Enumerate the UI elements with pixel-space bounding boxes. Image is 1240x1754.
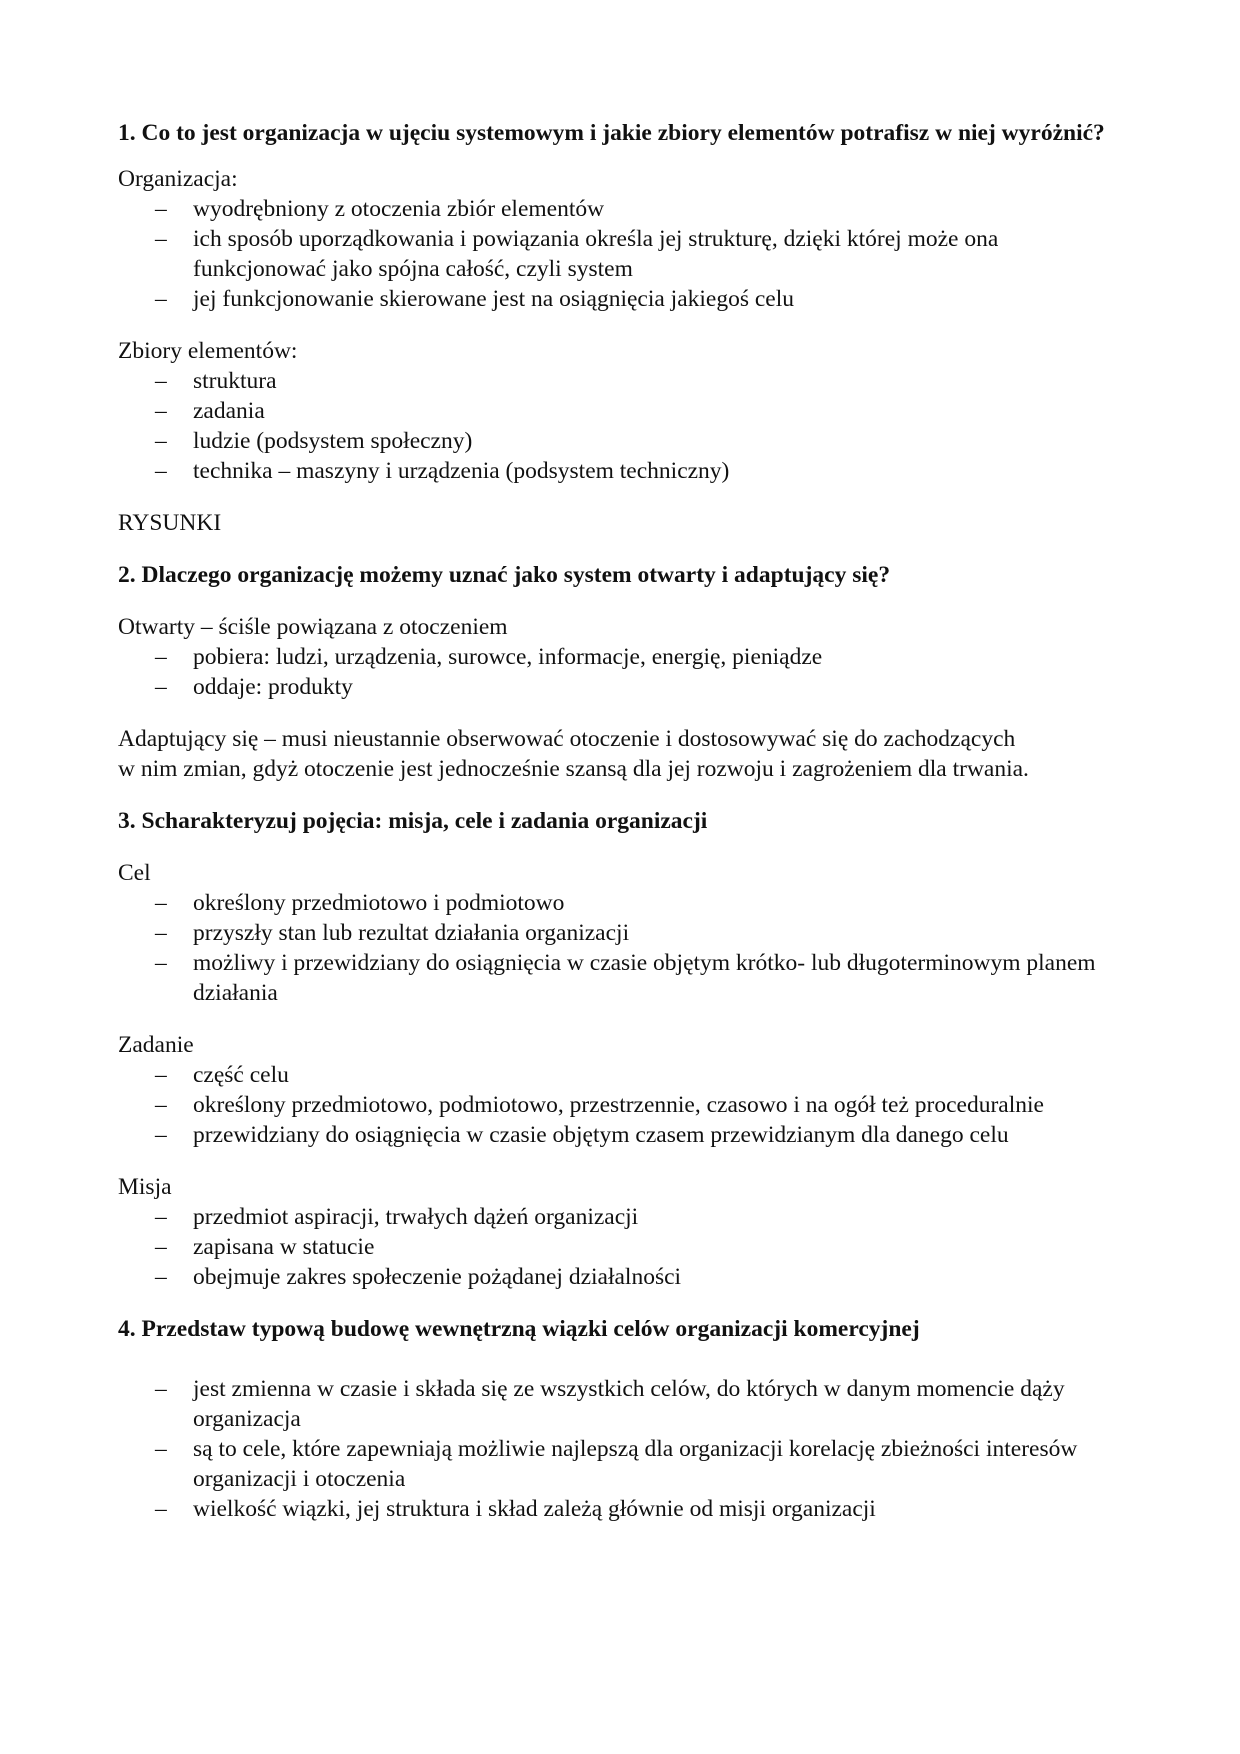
label-cel: Cel <box>118 860 151 886</box>
dash-bullet: – <box>155 1122 167 1148</box>
list-item: – technika – maszyny i urządzenia (podsystem techniczny) <box>155 458 730 484</box>
label-organizacja: Organizacja: <box>118 166 238 192</box>
list-item: – oddaje: produkty <box>155 674 353 700</box>
label-otwarty: Otwarty – ściśle powiązana z otoczeniem <box>118 614 508 640</box>
dash-bullet: – <box>155 368 167 394</box>
list-misja <box>118 1202 1128 1292</box>
question-2-title: 2. Dlaczego organizację możemy uznać jako system otwarty i adaptujący się? <box>118 562 891 588</box>
question-4-title: 4. Przedstaw typową budowę wewnętrzną wiązki celów organizacji komercyjnej <box>118 1316 920 1342</box>
label-zadanie: Zadanie <box>118 1032 194 1058</box>
list-item: – pobiera: ludzi, urządzenia, surowce, informacje, energię, pieniądze <box>155 644 823 670</box>
list-item: – przedmiot aspiracji, trwałych dążeń organizacji <box>155 1204 639 1230</box>
list-item: – zapisana w statucie <box>155 1234 375 1260</box>
list-item: – ludzie (podsystem społeczny) <box>155 428 473 454</box>
dash-bullet: – <box>155 196 167 222</box>
adaptujacy-line-2: w nim zmian, gdyż otoczenie jest jednocześnie szansą dla jej rozwoju i zagrożeniem dla trwania. <box>118 756 1029 782</box>
dash-bullet: – <box>155 428 167 454</box>
list-item: – obejmuje zakres społeczenie pożądanej działalności <box>155 1264 682 1290</box>
dash-bullet: – <box>155 1436 167 1462</box>
rysunki-label: RYSUNKI <box>118 510 222 536</box>
list-wiazka <box>118 1374 1128 1524</box>
label-zbiory: Zbiory elementów: <box>118 338 298 364</box>
dash-bullet: – <box>155 950 167 976</box>
list-otwarty <box>118 642 1128 702</box>
list-item: – zadania <box>155 398 265 424</box>
list-item: – przyszły stan lub rezultat działania organizacji <box>155 920 630 946</box>
list-item: – określony przedmiotowo, podmiotowo, przestrzennie, czasowo i na ogół też proceduralnie <box>155 1092 1044 1118</box>
dash-bullet: – <box>155 1376 167 1402</box>
dash-bullet: – <box>155 1496 167 1522</box>
label-misja: Misja <box>118 1174 172 1200</box>
list-item: – jest zmienna w czasie i składa się ze wszystkich celów, do których w danym momencie dąży organizacja <box>155 1376 1065 1432</box>
document-page <box>118 118 1128 1524</box>
dash-bullet: – <box>155 1204 167 1230</box>
list-organizacja <box>118 194 1128 314</box>
dash-bullet: – <box>155 1264 167 1290</box>
list-item: – ich sposób uporządkowania i powiązania określa jej strukturę, dzięki której może ona funkcjonować jako spójna całość, czyli system <box>155 226 999 282</box>
list-zbiory <box>118 366 1128 486</box>
list-item: – są to cele, które zapewniają możliwie najlepszą dla organizacji korelację zbieżności interesów organizacji i otoczenia <box>155 1436 1078 1492</box>
dash-bullet: – <box>155 1062 167 1088</box>
list-item: – możliwy i przewidziany do osiągnięcia w czasie objętym krótko- lub długoterminowym planem działania <box>155 950 1096 1006</box>
dash-bullet: – <box>155 398 167 424</box>
dash-bullet: – <box>155 890 167 916</box>
dash-bullet: – <box>155 458 167 484</box>
list-cel <box>118 888 1128 1008</box>
list-item: – część celu <box>155 1062 289 1088</box>
list-item: – przewidziany do osiągnięcia w czasie objętym czasem przewidzianym dla danego celu <box>155 1122 1009 1148</box>
list-item: – wyodrębniony z otoczenia zbiór elementów <box>155 196 605 222</box>
list-item: – wielkość wiązki, jej struktura i skład zależą głównie od misji organizacji <box>155 1496 876 1522</box>
question-1-title: 1. Co to jest organizacja w ujęciu systemowym i jakie zbiory elementów potrafisz w niej wyróżnić? <box>118 120 1105 146</box>
dash-bullet: – <box>155 226 167 252</box>
list-zadanie <box>118 1060 1128 1150</box>
list-item: – jej funkcjonowanie skierowane jest na osiągnięcia jakiegoś celu <box>155 286 794 312</box>
dash-bullet: – <box>155 1234 167 1260</box>
dash-bullet: – <box>155 286 167 312</box>
adaptujacy-line-1: Adaptujący się – musi nieustannie obserwować otoczenie i dostosowywać się do zachodzących <box>118 726 1016 752</box>
dash-bullet: – <box>155 674 167 700</box>
list-item: – struktura <box>155 368 277 394</box>
dash-bullet: – <box>155 644 167 670</box>
dash-bullet: – <box>155 920 167 946</box>
question-3-title: 3. Scharakteryzuj pojęcia: misja, cele i zadania organizacji <box>118 808 708 834</box>
dash-bullet: – <box>155 1092 167 1118</box>
list-item: – określony przedmiotowo i podmiotowo <box>155 890 565 916</box>
